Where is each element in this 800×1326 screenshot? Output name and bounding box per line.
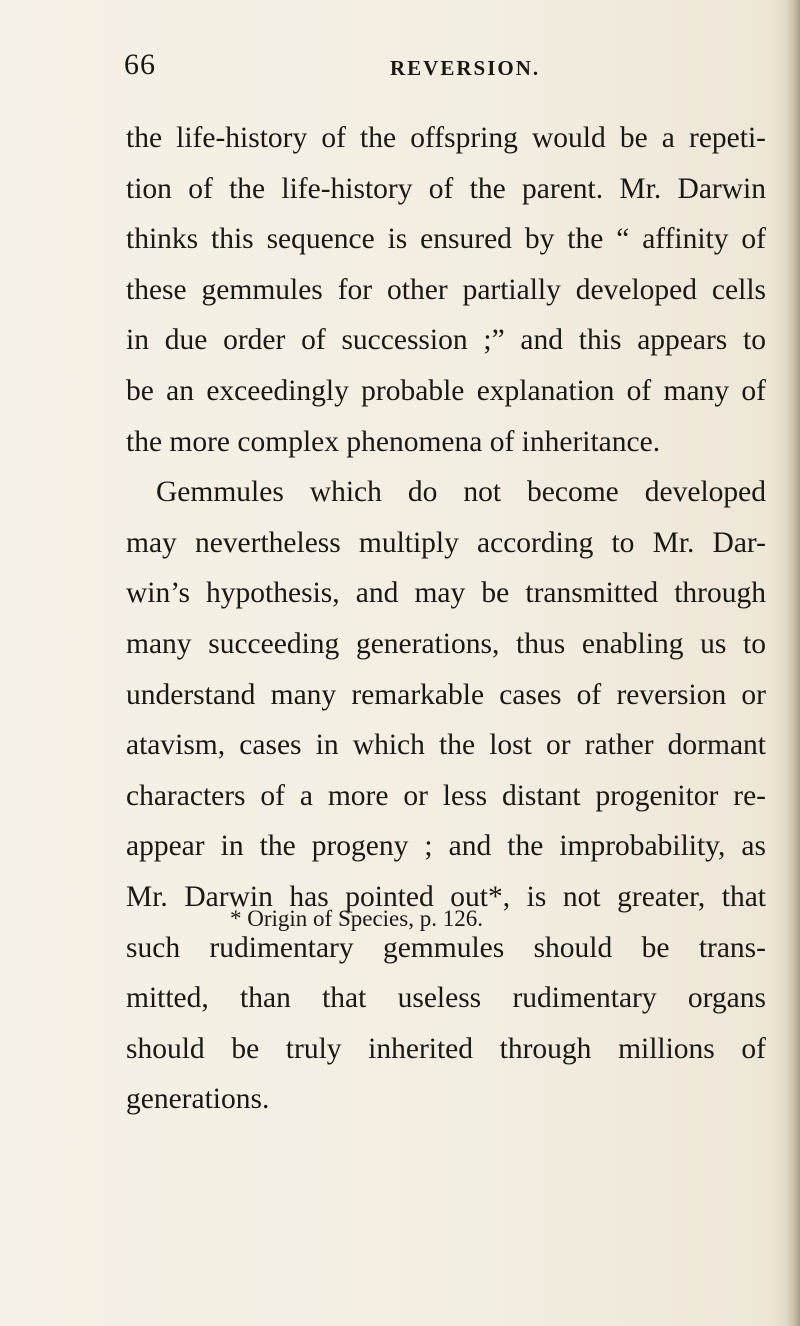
text-line: appear in the progeny ; and the improbability, as xyxy=(126,830,766,863)
text-line: should be truly inherited through millions of xyxy=(126,1032,766,1065)
text-line: be an exceedingly probable explanation of many of xyxy=(126,374,766,407)
text-line: many succeeding generations, thus enabling us to xyxy=(126,627,766,660)
text-line: these gemmules for other partially developed cells xyxy=(126,273,766,306)
text-line: in due order of succession ;” and this appears to xyxy=(126,324,766,357)
running-title: REVERSION. xyxy=(390,56,541,80)
text-line: win’s hypothesis, and may be transmitted through xyxy=(126,577,766,610)
text-line: Mr. Darwin has pointed out*, is not greater, that xyxy=(126,880,766,913)
text-line: mitted, than that useless rudimentary organs xyxy=(126,982,766,1015)
page-number: 66 xyxy=(124,48,156,81)
text-line: characters of a more or less distant progenitor re- xyxy=(126,779,766,812)
text-line: the life-history of the offspring would be a repeti- xyxy=(126,122,766,154)
text-line: such rudimentary gemmules should be trans- xyxy=(126,931,766,964)
text-line: may nevertheless multiply according to Mr. Dar- xyxy=(126,526,766,559)
text-line: tion of the life-history of the parent. Mr. Darwin xyxy=(126,172,766,205)
footnote: * Origin of Species, p. 126. xyxy=(230,906,483,931)
text-line: generations. xyxy=(126,1083,270,1116)
text-line: thinks this sequence is ensured by the “ affinity of xyxy=(126,223,766,256)
text-line: atavism, cases in which the lost or rather dormant xyxy=(126,729,766,762)
text-line: the more complex phenomena of inheritance. xyxy=(126,425,661,458)
running-head xyxy=(124,48,760,88)
text-line: understand many remarkable cases of reversion or xyxy=(126,678,766,711)
body-text xyxy=(126,113,766,1125)
page-edge-shadow xyxy=(786,0,800,1326)
text-line: Gemmules which do not become developed xyxy=(156,476,766,509)
